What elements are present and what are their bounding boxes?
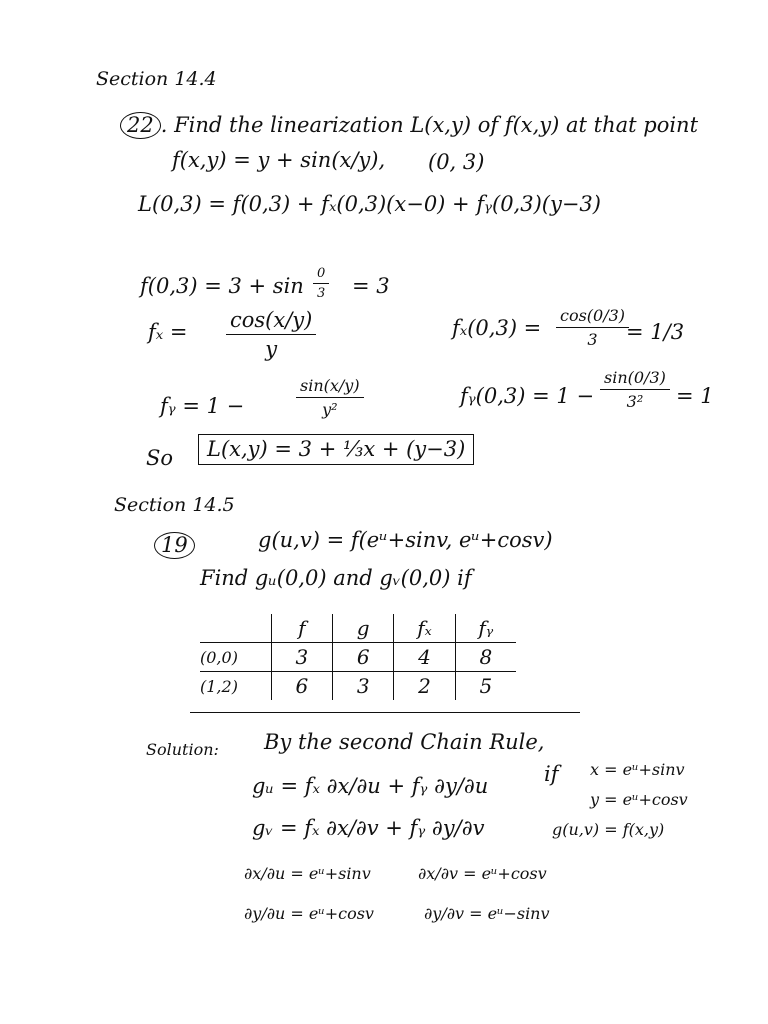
fy-at-fraction [600,368,670,411]
values-table [200,614,516,700]
function-definition: f(x,y) = y + sin(x/y), [172,148,386,172]
dx-dv: ∂x/∂v = eᵘ+cosv [418,864,547,883]
fy-at-left: fᵧ(0,3) = 1 − [460,384,595,408]
x-definition: x = eᵘ+sinv [590,760,685,779]
table-row-label: (0,0) [200,643,271,672]
table-row-label: (1,2) [200,676,238,696]
problem-text: . Find the linearization L(x,y) of f(x,y) at that point [160,113,699,137]
section-heading-14-4: Section 14.4 [96,68,217,90]
g-definition: g(u,v) = f(x,y) [552,820,665,839]
table-cell: 8 [455,643,516,672]
fy-at-result: = 1 [676,384,714,408]
gv-chain-rule: gᵥ = fₓ ∂x/∂v + fᵧ ∂y/∂v [252,816,485,840]
problem-19-badge-wrap [154,532,195,559]
g-function-definition: g(u,v) = f(eᵘ+sinv, eᵘ+cosv) [258,528,553,552]
fx-at-left: fₓ(0,3) = [452,316,542,340]
table-cell: 3 [333,672,394,701]
fx-left: fₓ = [148,320,188,344]
problem-number-badge: 22 [120,112,161,139]
fy-at-num: sin(0/3) [600,368,670,390]
table-header-cell: fₓ [394,614,455,643]
final-linearization-answer: L(x,y) = 3 + ⅓x + (y−3) [198,434,474,465]
gu-chain-rule: gᵤ = fₓ ∂x/∂u + fᵧ ∂y/∂u [252,774,489,798]
table-cell: 3 [271,643,332,672]
fx-at-result: = 1/3 [626,320,685,344]
table-cell: 2 [394,672,455,701]
table-row [200,643,516,672]
fy-num: sin(x/y) [296,376,364,398]
fx-fraction [226,308,316,361]
problem-22-statement [120,112,698,139]
fx-at-den: 3 [587,330,598,349]
f-value-num: 0 [313,266,329,284]
fy-den: y² [322,400,338,419]
table-header-cell: g [333,614,394,643]
table-header-cell [200,614,271,643]
fx-at-num: cos(0/3) [556,306,629,328]
table-cell: 6 [333,643,394,672]
solution-label: Solution: [146,740,219,759]
fx-den: y [265,337,278,361]
table-row [200,672,516,701]
dy-dv: ∂y/∂v = eᵘ−sinv [424,904,550,923]
linearization-formula: L(0,3) = f(0,3) + fₓ(0,3)(x−0) + fᵧ(0,3)(y−3) [138,192,601,216]
table-header-cell: fᵧ [455,614,516,643]
f-value-den: 3 [317,286,326,301]
fx-at-fraction [556,306,629,349]
so-label: So [146,446,174,470]
dx-du: ∂x/∂u = eᵘ+sinv [244,864,371,883]
y-definition: y = eᵘ+cosv [590,790,688,809]
table-header-cell: f [271,614,332,643]
find-statement: Find gᵤ(0,0) and gᵥ(0,0) if [200,566,472,590]
table-cell: 5 [455,672,516,701]
problem-number-badge: 19 [154,532,195,559]
table-cell: 4 [394,643,455,672]
table-header-row [200,614,516,643]
dy-du: ∂y/∂u = eᵘ+cosv [244,904,374,923]
if-label: if [544,762,559,786]
solution-intro: By the second Chain Rule, [264,730,545,754]
f-value-left: f(0,3) = 3 + sin [140,274,304,298]
fy-left: fᵧ = 1 − [160,394,245,418]
point: (0, 3) [428,150,485,174]
section-heading-14-5: Section 14.5 [114,494,235,516]
f-value-fraction [313,266,329,301]
fy-fraction [296,376,364,419]
f-value-result: = 3 [352,274,390,298]
separator-line [190,712,580,713]
fy-at-den: 3² [626,392,644,411]
table-cell: 6 [271,672,332,701]
fx-num: cos(x/y) [226,308,316,335]
